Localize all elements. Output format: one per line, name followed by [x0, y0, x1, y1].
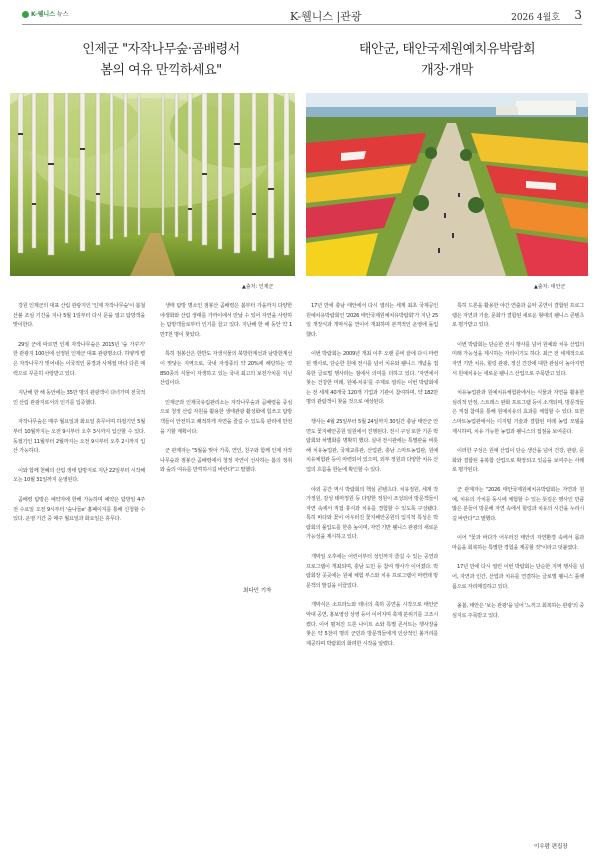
paragraph: 특히 드론을 활용한 야간 연출과 음악 공연이 결합된 프로그램은 자연과 기술, 문화가 결합된 새로운 형태의 웰니스 콘텐츠로 평가받고 있다. [452, 303, 584, 329]
flower-garden-photo [306, 93, 588, 276]
paragraph: 군 관계자는 "5월을 맞아 가족, 연인, 친구와 함께 인제 자작나무숲과 점봉산 곰배령에서 청정 자연이 선사하는 봄의 정취와 숲의 여유를 만끽하시길 바란다"고 말했다. [160, 448, 292, 474]
logo-mark-icon [22, 11, 29, 18]
left-byline: 최다인 기자 [243, 588, 272, 594]
publication-logo: K-웰니스 뉴스 [22, 9, 69, 18]
paragraph: 특히 점봉산은 한반도 자생식물의 북방한계선과 남방한계선이 맞닿는 지역으로, 국내 자생종의 약 20%에 해당하는 약 850종의 식물이 자생하고 있는 국내 최고의 보전가치를 지닌 산림이다. [160, 351, 292, 387]
right-byline: 이우람 편집장 [534, 844, 568, 850]
paragraph: 이어 "꽃과 바다가 어우러진 태안의 자연환경 속에서 몸과 마음을 회복하는 특별한 경험을 제공할 것"이라고 덧붙였다. [452, 535, 584, 551]
issue-date: 2026 4월호 [511, 13, 560, 23]
right-headline: 태안군, 태안국제원예치유박람회 개장·개막 [358, 42, 536, 78]
paragraph: 인제군과 인제국유림관리소는 자작나무숲과 곰배령을 중심으로 청정 산림 자원을 활용한 생태관광 활성화에 힘쓰고 탐방객들이 안전하고 쾌적하게 자연을 즐길 수 있도록 관리에 만전을 기할 계획이다. [160, 399, 292, 435]
paragraph: 지난해 한 해 동안에는 35만 명의 관광객이 다녀가며 전국적인 산림 관광지로서의 인기를 입증했다. [13, 390, 145, 406]
left-column-1 [13, 302, 145, 620]
paragraph: 자작나무숲은 매주 월요일과 화요일 휴무이며 하절기인 5월부터 10월까지는 오전 9시부터 오후 3시까지 입산할 수 있다. 동절기인 11월부터 2월까지는 오전 9시부터 오후 2시까지 입산 가능하다. [13, 419, 145, 455]
page-header [22, 8, 582, 24]
paragraph: 이번 박람회는 2009년 개최 이후 오랜 준비 끝에 다시 마련된 행사로, 단순한 원예 전시를 넘어 치유와 웰니스 개념을 접목한 글로벌 행사라는 점에서 의미를 더하고 있다. '자연에서 찾는 건강한 미래, 원예-치유'를 주제로 열리는 이번 박람회에는 전 세계 40개국 120개 기업과 기관이 참여하며, 약 182만 명의 관람객이 찾을 것으로 예상된다. [306, 351, 438, 406]
paragraph: 개막일 오후에는 어린이부터 성인까지 즐길 수 있는 공연과 프로그램이 개최되며, 충남 도민 등 참여 행사가 이어졌다. 박람회장 곳곳에는 원예 체험 부스와 치유 프로그램이 마련돼 방문객의 발길을 이끌었다. [306, 554, 438, 589]
right-column-2 [452, 302, 584, 842]
paragraph: 군 관계자는 "2026 태안국제원예치유박람회는 자연과 원예, 치유의 가치를 동시에 체험할 수 있는 뜻깊은 행사인 만큼 많은 분들이 방문해 자연 속에서 힐링과 치유의 시간을 누리시길 바란다"고 말했다. [452, 486, 584, 522]
paragraph: 곰배령 탐방은 예약자에 한해 가능하며 예약은 탐방일 4주 전 수요일 오전 9시부터 '숲나들e' 홈페이지를 통해 신청할 수 있다. 운영 기간 중 매주 월요일과 화요일은 휴무다. [13, 496, 145, 523]
paragraph: 이번 박람회는 단순한 전시 행사를 넘어 원예와 치유 산업의 미래 가능성을 제시하는 자리이기도 하다. 최근 전 세계적으로 자연 기반 치유, 힐링 관광, 정신 건강에 대한 관심이 높아지면서 원예치유는 새로운 웰니스 산업으로 주목받고 있다. [452, 341, 584, 377]
paragraph: 행사는 4월 25일부터 5월 24일까지 30일간 충남 태안군 안면도 꽃지해안공원 일원에서 진행된다. 전시 구성 또한 기존 박람회와 차별화를 명확히 했다. 실내 전시관에는 특별관을 비롯해 치유농업관, 국제교류관, 산업관, 충남 스마트농업관, 원예치유체험관 등이 마련되어 있으며, 외부 정원과 다양한 치유 산업의 흐름을 한눈에 확인할 수 있다. [306, 418, 438, 473]
paragraph: 이와 함께 천혜의 산림 생태 탐방지로 지난 22일부터 시작해 오는 10월 31일까지 운영된다. [13, 467, 145, 484]
left-photo-caption: ▲출처: 인제군 [242, 284, 274, 290]
left-headline: 인제군 "자작나무숲·곰배령서 봄의 여유 만끽하세요" [82, 42, 240, 78]
right-column-1 [306, 302, 438, 842]
paragraph: 29일 군에 따르면 인제 자작나무숲은 2015년 '숲 가꾸기' 한 관광지 100선에 선정된 인제군 대표 관광명소다. 하얗게 뻗은 자작나무가 빚어내는 이국적인 풍경과 사계절 마다 다른 매력으로 꾸준히 사랑받고 있다. [13, 341, 145, 377]
paragraph: 17년 만에 충남 태안에서 다시 열리는 세계 최초 국제공인 원예치유박람회인 '2026 태안국제원예치유박람회'가 지난 25일 개장식과 개막식을 연이어 개최하며 본격적인 운영에 돌입했다. [306, 303, 438, 338]
paragraph: 생태 탐방 명소인 점봉산 곰배령은 봄부터 가을까지 다양한 야생화와 산림 생태를 가까이에서 만날 수 있어 자연을 사랑하는 탐방객들로부터 인기를 끌고 있다. 지난해 한 해 동안 약 1만7천 명이 찾았다. [160, 303, 292, 338]
paragraph: 17년 만에 다시 열린 이번 박람회는 단순한 지역 행사를 넘어, 자연과 인간, 산업과 치유를 연결하는 글로벌 웰니스 플랫폼으로 자리매김하고 있다. [452, 564, 584, 590]
birch-forest-photo [10, 93, 295, 276]
paragraph: 개막식은 소프라노와 테너의 축하 공연을 시작으로 태안군악대 공연, 홍보영상 상영 등이 이어지며 축제 분위기를 고조시켰다. 이어 펼쳐진 드론 나이트 쇼와 특별 콘서트는 행사장을 찾은 약 5천여 명의 군민과 방문객들에게 인상적인 볼거리를 제공하며 박람회의 화려한 시작을 알렸다. [306, 602, 438, 647]
paragraph: 올봄, 태안은 '보는 관광'을 넘어 '느끼고 회복하는 관광'의 중심지로 주목받고 있다. [452, 603, 584, 619]
paragraph: 야외 공간 역시 박람회의 핵심 콘텐츠다. 치유정원, 세계 작가정원, 감성 테마정원 등 다양한 정원이 조성되어 방문객들이 자연 속에서 직접 휴식과 치유를 경험할 수 있도록 구성됐다. 특히 바다와 꽃이 어우러진 꽃지해안공원의 입지적 특성은 박람회의 몰입도를 한층 높이며, 자연 기반 웰니스 관광의 새로운 가능성을 제시하고 있다. [306, 486, 438, 541]
page-number: 3 [574, 8, 582, 22]
section-name: K-웰니스 |관광 [290, 10, 362, 23]
paragraph: 이러한 구성은 원예 산업이 단순 생산을 넘어 건강, 관광, 문화와 결합된 융복합 산업으로 확장되고 있음을 보여주는 사례로 평가된다. [452, 448, 584, 474]
paragraph: 치유농업관과 원예치유체험관에서는 식물과 자연을 활용한 심리적 안정, 스트레스 완화 프로그램 등이 소개되며, 방문객들은 직접 참여를 통해 원예치유의 효과를 체험할 수 있다. 또한 스마트농업관에서는 디지털 기술과 결합된 미래 농업 모델을 제시하며, 치유 가능한 농업과 웰니스의 접점을 보여준다. [452, 390, 584, 435]
right-photo-caption: ▲출처: 태안군 [534, 284, 566, 290]
paragraph: 강원 인제군의 대표 산림 관광지인 '인제 자작나무숲'이 봄철 산불 조심 기간을 지나 5월 1일부터 다시 문을 열고 탐방객을 맞이한다. [13, 303, 145, 329]
left-column-2 [160, 302, 292, 582]
header-rule [22, 24, 582, 25]
